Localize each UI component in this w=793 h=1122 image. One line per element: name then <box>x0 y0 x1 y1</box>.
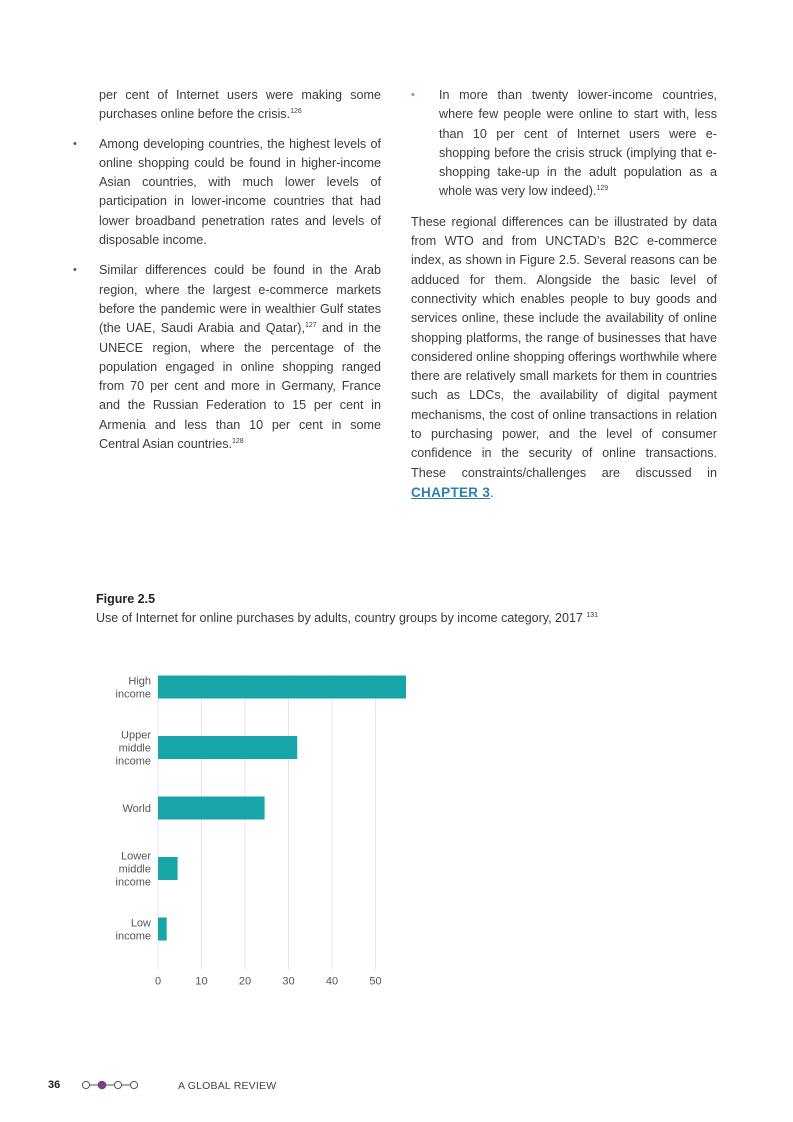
bar <box>158 857 178 880</box>
x-tick-label: 40 <box>325 975 339 988</box>
right-column <box>411 86 717 513</box>
bar <box>158 676 406 699</box>
footnote-ref[interactable]: 131 <box>586 612 599 619</box>
bar <box>158 797 265 820</box>
x-tick-label: 10 <box>195 975 208 988</box>
x-tick-label: 30 <box>282 975 295 988</box>
category-label: World <box>122 803 151 815</box>
figure-caption: Use of Internet for online purchases by adults, country groups by income category, 2017 $^{131}$ <box>96 611 599 625</box>
footnote-ref[interactable]: 128 <box>232 438 244 446</box>
bullet-item: • In more than twenty lower-income countries, where few people were online to start with, less than 10 per cent of Internet users were e-shopping before the crisis struck (implying that e-shopping take-up in the adult population as a whole was very low indeed).$^{129}$ <box>411 86 717 202</box>
bullet-item: • Among developing countries, the highest levels of online shopping could be found in higher-income Asian countries, with much lower levels of participation in lower-income countries that had lower broadband penetration rates and levels of disposable income. <box>99 135 381 251</box>
left-column <box>99 86 381 465</box>
figure-label: Figure 2.5 <box>96 592 156 606</box>
footnote-ref[interactable]: 129 <box>596 185 609 193</box>
bar <box>158 736 297 759</box>
x-tick-label: 0 <box>154 975 162 988</box>
bar-chart <box>100 675 420 995</box>
category-label: Upper middle income <box>115 729 151 768</box>
bullet-item: • Similar differences could be found in the Arab region, where the largest e-commerce markets before the pandemic were in wealthier Gulf states (the UAE, Saudi Arabia and Qatar),$^{127}$ and in the UNECE region, where the percentage of the population engaged in online shopping ranged from 70 per cent and more in Germany, France and the Russian Federation to 15 per cent in Armenia and less than 10 per cent in some Central Asian countries.$^{128}$ <box>99 261 381 454</box>
bar <box>158 918 167 941</box>
x-tick-label: 20 <box>238 975 252 988</box>
page-number: 36 <box>48 1079 61 1091</box>
footer-title: A GLOBAL REVIEW <box>178 1080 277 1092</box>
body-paragraph: These regional differences can be illustrated by data from WTO and from UNCTAD’s B2C e-commerce index, as shown in Figure 2.5. Several reasons can be adduced for them. Alongside the basic level of connectivity which enables people to buy goods and services online, these include the availability of online shopping platforms, the range of businesses that have considered online shopping offerings worthwhile where there are relatively small markets for them in countries such as LDCs, the availability of digital payment mechanisms, the cost of online transactions in relation to purchasing power, and the level of consumer confidence in the security of online transactions. These constraints/challenges are discussed in CHAPTER 3. <box>411 214 717 500</box>
left-intro-paragraph: per cent of Internet users were making some purchases online before the crisis.$^{126}$ <box>99 88 381 122</box>
footnote-ref[interactable]: 126 <box>290 108 302 116</box>
category-label: Lower middle income <box>115 850 151 889</box>
x-tick-label: 50 <box>369 975 382 988</box>
progress-dots-icon <box>81 1079 139 1091</box>
chapter-3-link[interactable]: CHAPTER 3 <box>411 484 491 500</box>
category-label: Low income <box>115 917 151 943</box>
footnote-ref[interactable]: 127 <box>304 322 317 330</box>
category-label: High income <box>115 675 151 701</box>
